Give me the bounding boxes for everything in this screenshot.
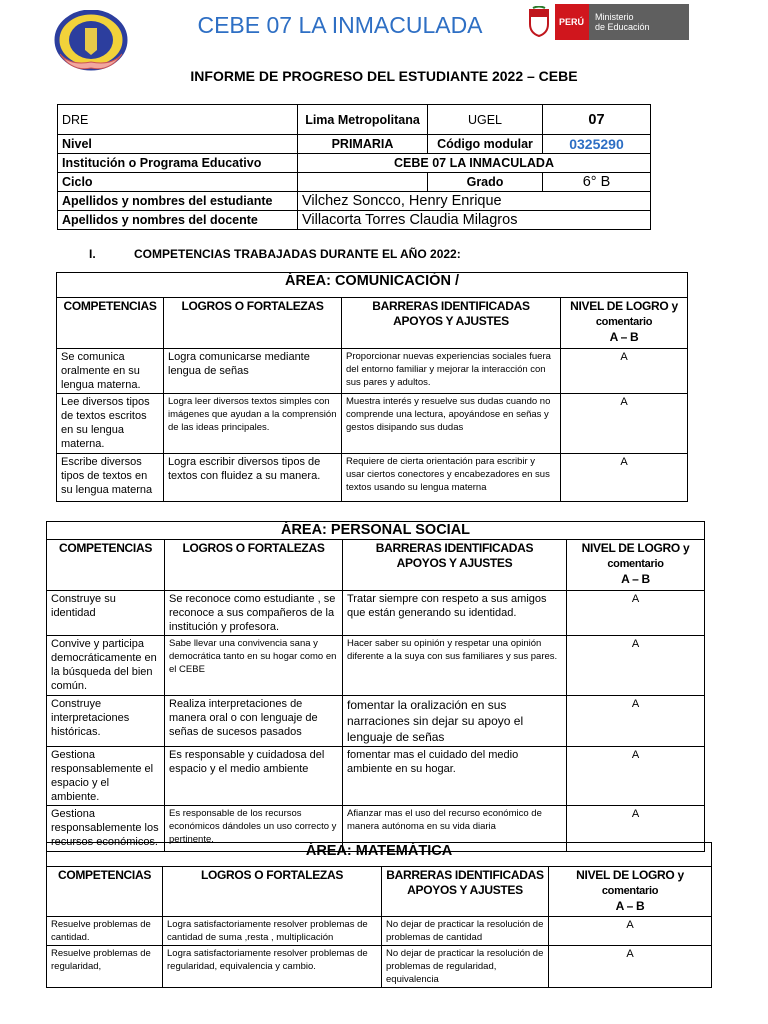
header-nivel-3: A – B — [615, 899, 645, 913]
header-barreras-2: APOYOS Y AJUSTES — [407, 883, 523, 897]
header-competencias: COMPETENCIAS — [47, 867, 163, 917]
ministry-line1: Ministerio — [595, 12, 634, 22]
header-competencias: COMPETENCIAS — [57, 298, 164, 349]
header-barreras-2: APOYOS Y AJUSTES — [396, 556, 513, 570]
logro-cell: Realiza interpretaciones de manera oral o con lenguaje de señas de sucesos pasados — [165, 696, 343, 747]
logro-cell: Logra satisfactoriamente resolver problemas de regularidad, equivalencia y cambio. — [163, 946, 382, 988]
barrera-cell: Hacer saber su opinión y respetar una opinión diferente a la suya con sus familiares y sus pares. — [343, 636, 567, 696]
header-nivel-2: comentario — [607, 558, 664, 570]
nivel-cell: A — [567, 696, 705, 747]
nivel-cell: A — [567, 806, 705, 852]
competencia-cell: Gestiona responsablemente el espacio y el ambiente. — [47, 747, 165, 806]
peru-label: PERÚ — [559, 17, 585, 27]
header-barreras-1: BARRERAS IDENTIFICADAS — [386, 868, 544, 882]
header-nivel — [549, 867, 712, 917]
competencia-cell: Lee diversos tipos de textos escritos en su lengua materna. — [57, 394, 164, 454]
teacher-label: Apellidos y nombres del docente — [58, 211, 298, 230]
barrera-cell: No dejar de practicar la resolución de problemas de regularidad, equivalencia — [382, 946, 549, 988]
school-title: CEBE 07 LA INMACULADA — [197, 12, 483, 38]
area-comunicacion-table — [56, 272, 688, 502]
ugel-label: UGEL — [428, 105, 543, 135]
area-title: ÁREA: MATEMÁTICA — [47, 843, 712, 867]
nivel-cell: A — [567, 636, 705, 696]
header-logros: LOGROS O FORTALEZAS — [164, 298, 342, 349]
table-row — [47, 636, 705, 696]
student-info-table — [57, 104, 651, 230]
barrera-cell: fomentar la oralización en sus narraciones sin dejar su apoyo el lenguaje de señas — [343, 696, 567, 747]
competencia-cell: Gestiona responsablemente los recursos económicos. — [47, 806, 165, 852]
logro-cell: Se reconoce como estudiante , se reconoce a sus compañeros de la institución y profesora. — [165, 591, 343, 636]
header-nivel-3: A – B — [621, 572, 650, 586]
table-row — [57, 394, 688, 454]
barrera-cell: Tratar siempre con respeto a sus amigos que están generando su identidad. — [343, 591, 567, 636]
teacher-value: Villacorta Torres Claudia Milagros — [298, 211, 651, 230]
nivel-cell: A — [567, 747, 705, 806]
competencia-cell: Convive y participa democráticamente en la búsqueda del bien común. — [47, 636, 165, 696]
student-label: Apellidos y nombres del estudiante — [58, 192, 298, 211]
logro-cell: Es responsable de los recursos económicos dándoles un uso correcto y pertinente. — [165, 806, 343, 852]
barrera-cell: No dejar de practicar la resolución de problemas de cantidad — [382, 917, 549, 946]
competencia-cell: Construye interpretaciones históricas. — [47, 696, 165, 747]
dre-label: DRE — [58, 105, 298, 135]
header-barreras — [343, 540, 567, 591]
peru-shield-icon — [527, 6, 551, 38]
table-row — [47, 917, 712, 946]
competencia-cell: Escribe diversos tipos de textos en su lengua materna — [57, 454, 164, 502]
nivel-cell: A — [549, 946, 712, 988]
logro-cell: Logra satisfactoriamente resolver problemas de cantidad de suma ,resta , multiplicación — [163, 917, 382, 946]
header-barreras-1: BARRERAS IDENTIFICADAS — [372, 299, 530, 313]
barrera-cell: fomentar mas el cuidado del medio ambiente en su hogar. — [343, 747, 567, 806]
table-row — [57, 454, 688, 502]
grado-label: Grado — [428, 173, 543, 192]
nivel-value: PRIMARIA — [298, 135, 428, 154]
inst-label: Institución o Programa Educativo — [58, 154, 298, 173]
barrera-cell: Requiere de cierta orientación para escribir y usar ciertos conectores y encabezadores en sus textos usando su lengua materna — [342, 454, 561, 502]
competencia-cell: Se comunica oralmente en su lengua materna. — [57, 349, 164, 394]
header-barreras — [342, 298, 561, 349]
barrera-cell: Proporcionar nuevas experiencias sociales fuera del entorno familiar y mejorar la interacción con sus pares y adultos. — [342, 349, 561, 394]
student-value: Vilchez Soncco, Henry Enrique — [298, 192, 651, 211]
barrera-cell: Muestra interés y resuelve sus dudas cuando no comprende una lectura, apoyándose en señas y gestos disipando sus dudas — [342, 394, 561, 454]
inst-value: CEBE 07 LA INMACULADA — [298, 154, 651, 173]
header-nivel-3: A – B — [609, 330, 639, 344]
nivel-label: Nivel — [58, 135, 298, 154]
header-barreras-2: APOYOS Y AJUSTES — [393, 314, 509, 328]
ministry-logo — [525, 4, 689, 40]
header-nivel-1: NIVEL DE LOGRO y — [576, 868, 684, 882]
codigo-value: 0325290 — [543, 135, 651, 154]
table-row — [47, 696, 705, 747]
logro-cell: Logra leer diversos textos simples con imágenes que ayudan a la comprensión de las ideas principales. — [164, 394, 342, 454]
header-nivel — [561, 298, 688, 349]
header-logros: LOGROS O FORTALEZAS — [165, 540, 343, 591]
header-nivel-1: NIVEL DE LOGRO y — [570, 299, 678, 313]
section-number: I. — [89, 247, 96, 261]
header-nivel-1: NIVEL DE LOGRO y — [581, 541, 690, 555]
nivel-cell: A — [561, 454, 688, 502]
area-title: ÁREA: PERSONAL SOCIAL — [47, 522, 705, 540]
area-matematica-table — [46, 842, 712, 988]
barrera-cell: Afianzar mas el uso del recurso económico de manera autónoma en su vida diaria — [343, 806, 567, 852]
logro-cell: Es responsable y cuidadosa del espacio y el medio ambiente — [165, 747, 343, 806]
table-row — [57, 349, 688, 394]
competencia-cell: Resuelve problemas de cantidad. — [47, 917, 163, 946]
dre-value: Lima Metropolitana — [298, 105, 428, 135]
codigo-label: Código modular — [428, 135, 543, 154]
ugel-value: 07 — [543, 105, 651, 135]
logro-cell: Logra escribir diversos tipos de textos con fluidez a su manera. — [164, 454, 342, 502]
ministry-box — [589, 4, 689, 40]
section-title: COMPETENCIAS TRABAJADAS DURANTE EL AÑO 2022: — [134, 247, 461, 261]
header-barreras — [382, 867, 549, 917]
table-row — [47, 591, 705, 636]
header-competencias: COMPETENCIAS — [47, 540, 165, 591]
table-row — [47, 946, 712, 988]
ministry-line2: de Educación — [595, 22, 650, 32]
area-title: ÁREA: COMUNICACIÓN / — [57, 273, 688, 298]
competencia-cell: Resuelve problemas de regularidad, — [47, 946, 163, 988]
report-title: INFORME DE PROGRESO DEL ESTUDIANTE 2022 – CEBE — [190, 68, 578, 84]
header-nivel — [567, 540, 705, 591]
logro-cell: Logra comunicarse mediante lengua de señas — [164, 349, 342, 394]
header-logros: LOGROS O FORTALEZAS — [163, 867, 382, 917]
header-nivel-2: comentario — [595, 316, 653, 328]
header-nivel-2: comentario — [601, 885, 659, 897]
table-row — [47, 747, 705, 806]
grado-value: 6° B — [543, 173, 651, 192]
header-barreras-1: BARRERAS IDENTIFICADAS — [375, 541, 534, 555]
peru-badge — [555, 4, 589, 40]
nivel-cell: A — [561, 394, 688, 454]
competencia-cell: Construye su identidad — [47, 591, 165, 636]
ciclo-value — [298, 173, 428, 192]
nivel-cell: A — [567, 591, 705, 636]
nivel-cell: A — [561, 349, 688, 394]
nivel-cell: A — [549, 917, 712, 946]
logro-cell: Sabe llevar una convivencia sana y democrática tanto en su hogar como en el CEBE — [165, 636, 343, 696]
ciclo-label: Ciclo — [58, 173, 298, 192]
area-personal-social-table — [46, 521, 705, 852]
